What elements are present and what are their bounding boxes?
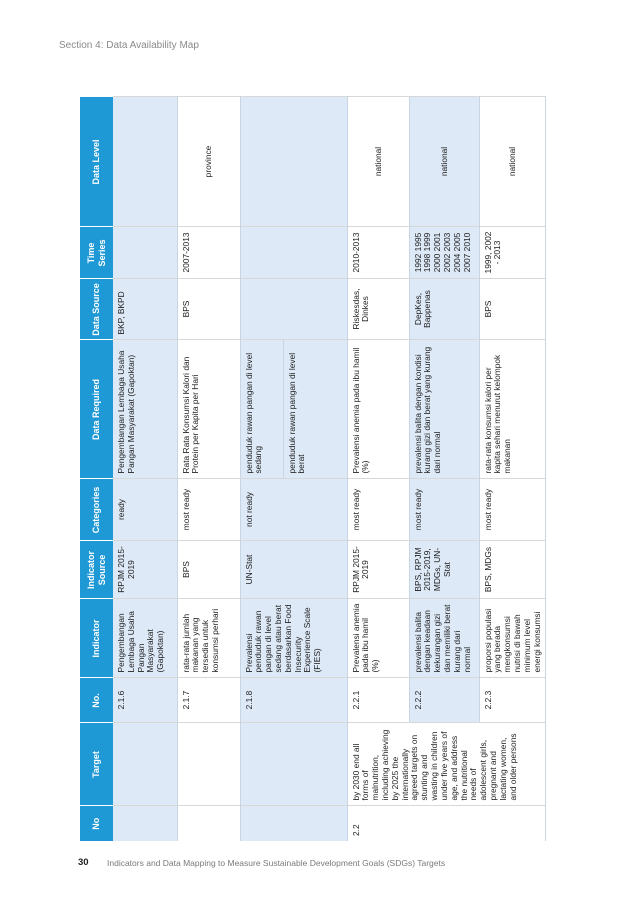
cell-indicator-source: RPJM 2015-2019 [347, 541, 409, 599]
cell-data-required: prevalensi balita dengan kondisi kurang gizi dan berat yang kurang dari normal [409, 340, 479, 479]
cell-indicator: prevalensi balita dengan keadaan kekurangan gizi dan memiliki berat kurang dari normal [409, 599, 479, 678]
col-header-data-required: Data Required [80, 340, 113, 479]
cell-data-source: DepKes, Bappenas [409, 279, 479, 340]
cell-no [177, 806, 240, 841]
cell-data-required [240, 340, 347, 479]
cell-data-level: national [409, 97, 479, 227]
cell-time-series: 1992 1995 1998 1999 2000 2001 2002 2003 2004 2005 2007 2010 [409, 227, 479, 279]
cell-target [177, 723, 240, 806]
col-header-indicator: Indicator [80, 599, 113, 678]
cell-no [240, 806, 347, 841]
cell-target [113, 723, 177, 806]
cell-no: 2.2 [347, 806, 546, 841]
cell-indicator-source: BPS, RPJM 2015-2019, MDGs, UN-Stat [409, 541, 479, 599]
cell-num: 2.1.8 [240, 678, 347, 723]
cell-num: 2.2.1 [347, 678, 409, 723]
cell-data-level: national [347, 97, 409, 227]
cell-time-series [113, 227, 177, 279]
table-row [347, 97, 409, 841]
cell-indicator-source: RPJM 2015-2019 [113, 541, 177, 599]
table-row [240, 97, 347, 841]
cell-num: 2.2.3 [479, 678, 546, 723]
cell-categories: most ready [347, 479, 409, 541]
cell-indicator-source: BPS, MDGs [479, 541, 546, 599]
data-table-rotated [80, 97, 542, 841]
col-header-time-series: Time Series [80, 227, 113, 279]
cell-data-required: Rata Rata Konsumsi Kalori dan Protein per Kapita per Hari [177, 340, 240, 479]
col-header-data-source: Data Source [80, 279, 113, 340]
cell-indicator-source: UN-Stat [240, 541, 347, 599]
cell-time-series: 2010-2013 [347, 227, 409, 279]
cell-indicator: proporsi populasi yang berada mengkonsumsi nutrisi di bawah minimum level energi konsumsi [479, 599, 546, 678]
cell-num: 2.1.6 [113, 678, 177, 723]
cell-categories: not ready [240, 479, 347, 541]
col-header-num: No. [80, 678, 113, 723]
cell-num: 2.2.2 [409, 678, 479, 723]
cell-indicator: Pengembangan Lembaga Usaha Pangan Masyarakat (Gapoktan) [113, 599, 177, 678]
footer-document-title: Indicators and Data Mapping to Measure Sustainable Development Goals (SDGs) Targets [107, 858, 446, 868]
cell-time-series: 1999, 2002 - 2013 [479, 227, 546, 279]
cell-data-source: BPS [177, 279, 240, 340]
cell-indicator: Prevalensi anemia pada ibu hamil (%) [347, 599, 409, 678]
col-header-target: Target [80, 723, 113, 806]
page-number: 30 [78, 857, 89, 868]
cell-categories: ready [113, 479, 177, 541]
cell-data-source [240, 279, 347, 340]
section-title: Section 4: Data Availability Map [59, 40, 199, 51]
cell-categories: most ready [479, 479, 546, 541]
cell-data-source: BKP, BKPD [113, 279, 177, 340]
col-header-indicator-source: Indicator Source [80, 541, 113, 599]
data-availability-table [80, 97, 546, 842]
cell-target: by 2030 end all forms of malnutrition, including achieving by 2025 the internationally agreed targets on stunting and wasting in children under five years of age, and address the nutritional needs of adolescent girls, pregnant and lactating women, and older persons [347, 723, 546, 806]
cell-no [113, 806, 177, 841]
cell-data-required: Prevalensi anemia pada ibu hamil (%) [347, 340, 409, 479]
table-row [113, 97, 177, 841]
table-header-row [80, 97, 113, 841]
cell-data-source: Riskesdas, Dinkes [347, 279, 409, 340]
cell-indicator: Prevalensi penduduk rawan pangan di level sedang atau berat berdasarkan Food Insecurity Experience Scale (FIES) [240, 599, 347, 678]
cell-time-series [240, 227, 347, 279]
data-required-moderate: penduduk rawan pangan di level sedang [241, 341, 284, 479]
cell-target [240, 723, 347, 806]
col-header-data-level: Data Level [80, 97, 113, 227]
cell-indicator: rata-rata jumlah makanan yang tersedia untuk konsumsi perhari [177, 599, 240, 678]
col-header-categories: Categories [80, 479, 113, 541]
table-row [177, 97, 240, 841]
cell-data-required: Pengembangan Lembaga Usaha Pangan Masyarakat (Gapoktan) [113, 340, 177, 479]
col-header-no: No [80, 806, 113, 841]
cell-data-level [240, 97, 347, 227]
cell-time-series: 2007-2013 [177, 227, 240, 279]
data-required-severe: penduduk rawan pangan di level berat [286, 352, 307, 474]
cell-data-level: national [479, 97, 546, 227]
cell-num: 2.1.7 [177, 678, 240, 723]
cell-data-level [113, 97, 177, 227]
cell-data-source: BPS [479, 279, 546, 340]
cell-categories: most ready [177, 479, 240, 541]
cell-data-required: rata-rata konsumsi kalori per kapita sehari menurut kelompok makanan [479, 340, 546, 479]
cell-data-level: province [177, 97, 240, 227]
cell-categories: most ready [409, 479, 479, 541]
cell-indicator-source: BPS [177, 541, 240, 599]
